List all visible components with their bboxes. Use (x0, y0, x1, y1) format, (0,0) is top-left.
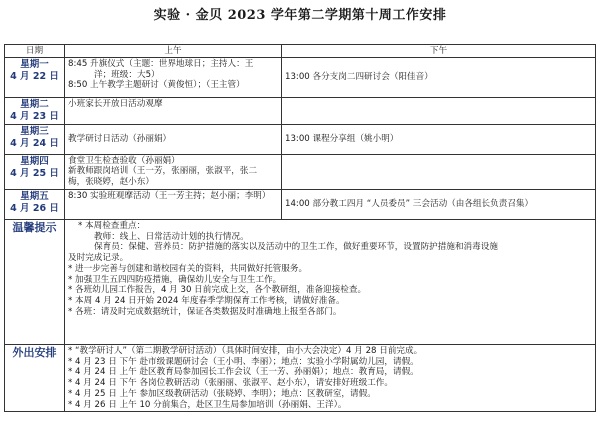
outing-row (5, 344, 596, 411)
reminder-line: * 各班幼儿园工作报告，4 月 30 日前完成上交，各个教研组，准备迎接检查。 (68, 285, 367, 296)
am-cell (65, 124, 282, 154)
day-cell (5, 124, 65, 154)
am-line: 新教师跟岗培训（王一芳，张丽丽，张淑平，张二 (68, 166, 258, 177)
weekday-label: 星期三 (20, 125, 49, 137)
weekday-label: 星期二 (20, 99, 49, 110)
day-row (5, 189, 596, 219)
am-line: 8:30 实验班观摩活动（王一芳主持；赵小丽；李明） (68, 190, 271, 201)
header-date: 日期 (5, 45, 65, 58)
date-label: 4 月 26 日 (10, 202, 59, 214)
table-header-row (5, 45, 596, 58)
weekday-label: 星期一 (20, 59, 49, 70)
am-line: 教学研讨日活动（孙丽娟） (68, 133, 172, 144)
weekday-label: 星期五 (20, 190, 49, 202)
pm-cell (282, 189, 596, 219)
pm-cell (282, 154, 596, 189)
pm-cell (282, 124, 596, 154)
am-line: 梅，张晓婷，赵小东） (68, 177, 154, 188)
am-line: 洋；班级：大5） (94, 69, 160, 80)
reminder-line: * 本周检查重点： (78, 220, 146, 231)
reminder-line: * 本周 4 月 24 日开始 2024 年度春季学期保育工作考核，请做好准备。 (68, 296, 345, 307)
reminder-row (5, 219, 596, 344)
outing-line: * 4 月 23 日 下午 赴市级课题研讨会（王小明、李丽）；地点：实验小学附属幼儿园，请假。 (68, 356, 419, 367)
day-cell (5, 58, 65, 98)
day-cell (5, 154, 65, 189)
reminder-line: 保育员：保健、营养员：防护措施的落实以及活动中的卫生工作，做好重要环节，设置防护措施和消毒设施 (94, 242, 498, 253)
reminder-line: * 进一步完善与创建和谐校园有关的资料，共同做好托管服务。 (68, 263, 308, 274)
date-label: 4 月 24 日 (10, 137, 59, 149)
day-cell (5, 189, 65, 219)
am-line: 小班家长开放日活动观摩 (68, 99, 163, 109)
date-label: 4 月 22 日 (10, 70, 59, 82)
am-line: 8:50 上午教学主题研讨（黄俊恒）；（王主管） (68, 80, 245, 91)
day-row (5, 124, 596, 154)
header-pm: 下午 (282, 45, 596, 58)
header-am: 上午 (65, 45, 282, 58)
pm-line: 13:00 各分支岗二四研讨会（阳佳音） (285, 72, 433, 83)
day-row (5, 98, 596, 125)
schedule-table (4, 44, 596, 412)
pm-cell (282, 58, 596, 98)
outing-line: * 4 月 24 日 下午 各岗位教研活动（张丽丽、张淑平、赵小东），请安排好班级工作。 (68, 378, 393, 389)
outing-line: * 4 月 24 日 上午 赴区教育局参加园长工作会议（王一芳、孙丽娟）；地点：教育局，请假。 (68, 367, 419, 378)
reminder-line: * 各班：请及时完成数据统计，保证各类数据及时准确地上报至各部门。 (68, 306, 342, 317)
am-line: 食堂卫生检查验收（孙丽娟） (68, 155, 180, 166)
outing-line: * “教学研讨人”（第二期教学研讨活动）（具体时间安排，由小大会决定）4 月 28 日前完成。 (68, 345, 423, 356)
pm-cell (282, 98, 596, 125)
reminder-notes (65, 219, 596, 344)
date-label: 4 月 23 日 (10, 110, 59, 122)
am-cell (65, 98, 282, 125)
pm-line: 13:00 课程分享组（姚小明） (285, 133, 399, 144)
am-cell (65, 154, 282, 189)
am-cell (65, 58, 282, 98)
am-line: 8:45 升旗仪式（主题：世界地球日；主持人：王 (68, 59, 254, 69)
day-row (5, 58, 596, 98)
outing-notes (65, 344, 596, 411)
day-row (5, 154, 596, 189)
reminder-line: * 加强卫生五四四防疫措施，确保幼儿安全与卫生工作。 (68, 274, 282, 285)
outing-line: * 4 月 26 日 上午 10 分前集合，赴区卫生局参加培训（孙丽娟、王洋）。 (68, 399, 347, 410)
outing-label: 外出安排 (5, 344, 65, 411)
page-title: 实验 · 金贝 2023 学年第二学期第十周工作安排 (153, 8, 447, 23)
pm-line: 14:00 部分教工四月 “人员委员” 三会活动（由各组长负责召集） (285, 199, 534, 210)
outing-line: * 4 月 25 日 上午 参加区级教研活动（张晓婷、李明）；地点：区教研室，请假。 (68, 388, 376, 399)
date-label: 4 月 25 日 (10, 167, 59, 179)
weekday-label: 星期四 (20, 155, 49, 167)
reminder-label: 温馨提示 (5, 219, 65, 344)
am-cell (65, 189, 282, 219)
day-cell (5, 98, 65, 125)
reminder-line: 教师：线上、日常活动计划的执行情况。 (94, 231, 249, 242)
reminder-line: 及时完成记录。 (68, 253, 129, 264)
